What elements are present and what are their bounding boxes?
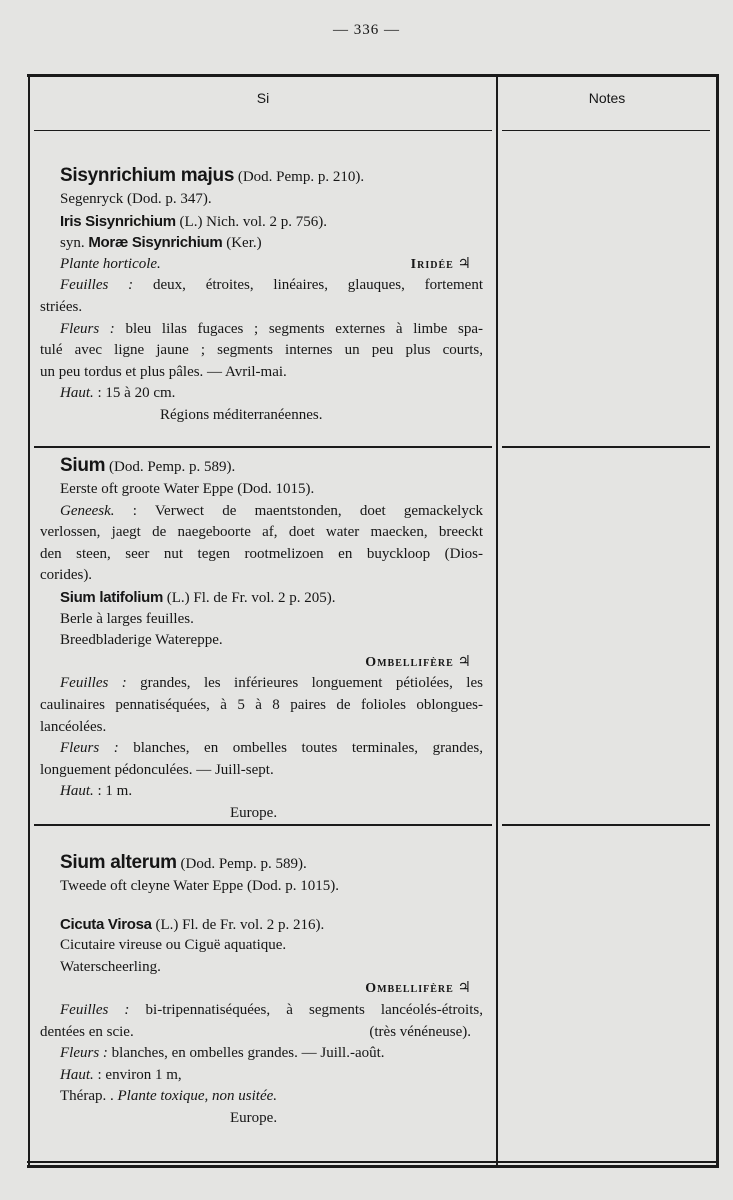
text-span: Eerste oft groote Water Eppe (Dod. 1015).: [60, 481, 315, 497]
text-span: Régions méditerranéennes.: [160, 406, 323, 423]
text-line: [40, 565, 483, 587]
text-span: Cicutaire vireuse ou Ciguë aquatique.: [60, 937, 287, 954]
page-number: — 336 —: [333, 22, 400, 38]
text-line: [40, 1043, 483, 1065]
text-line: [40, 211, 483, 233]
species-name: Sisynrichium majus: [60, 165, 235, 186]
text-line: [40, 479, 483, 501]
italic-label: Feuilles :: [60, 1001, 130, 1018]
italic-label: Feuilles :: [60, 277, 134, 294]
column-divider: [496, 76, 498, 1166]
text-span: un peu tordus et plus pâles. — Avril-mai.: [40, 363, 287, 380]
italic-label: Geneesk.: [60, 502, 115, 519]
header-rule-right: [502, 130, 710, 131]
text-span: Breedbladerige Watereppe.: [60, 632, 223, 649]
text-span: Tweede oft cleyne Water Eppe (Dod. p. 1015).: [60, 878, 340, 894]
text-span: Waterscheerling.: [60, 958, 161, 975]
text-line: [40, 760, 483, 782]
text-span: : environ 1 m,: [93, 1066, 182, 1083]
perennial-symbol-icon: ♃: [453, 980, 471, 997]
synonym-name: Sium latifolium: [60, 588, 164, 606]
species-name: Sium: [60, 455, 106, 476]
perennial-symbol-icon: ♃: [453, 255, 471, 272]
text-line: [40, 189, 483, 211]
text-span: grandes, les inférieures longuement pétiolées, les: [126, 675, 483, 692]
text-span: (Dod. Pemp. p. 589).: [105, 459, 236, 475]
text-line: [40, 319, 483, 341]
text-line: [40, 232, 483, 254]
entry-sisynrichium-majus: [40, 163, 483, 427]
text-line: [40, 652, 483, 674]
text-line: [40, 254, 483, 276]
entry-sium-alterum: [40, 850, 483, 1130]
text-span: Europe.: [230, 1109, 278, 1126]
text-span: (Ker.): [222, 235, 262, 252]
text-span: caulinaires pennatiséquées, à 5 à 8 paires de folioles oblongues-: [40, 696, 483, 713]
text-line: [40, 405, 483, 427]
text-span: lancéolées.: [40, 718, 107, 735]
italic-label: Feuilles :: [60, 675, 127, 692]
left-border: [28, 76, 30, 1166]
text-span: Ombellifère: [365, 981, 454, 997]
text-line: [40, 1022, 483, 1044]
family-label: [411, 254, 471, 276]
text-line: [40, 673, 483, 695]
right-border: [716, 76, 719, 1166]
text-line: [40, 717, 483, 739]
synonym-name: Iris Sisynrichium: [60, 212, 176, 230]
text-line: [40, 957, 483, 979]
text-span: : 1 m.: [93, 783, 133, 800]
text-line: [40, 522, 483, 544]
italic-label: Haut.: [60, 783, 94, 800]
column-header-notes: Notes: [588, 90, 626, 106]
synonym-name: Moræ Sisynrichium: [88, 234, 223, 252]
family-label: [365, 978, 471, 1000]
text-line: [40, 695, 483, 717]
notes-divider: [502, 446, 710, 448]
text-line: [40, 935, 483, 957]
entry-title-line: [40, 850, 483, 876]
text-span: (Dod. Pemp. p. 210).: [234, 169, 365, 185]
bottom-rule: [27, 1165, 719, 1168]
text-span: Segenryck (Dod. p. 347).: [60, 191, 212, 207]
entry-title-line: [40, 453, 483, 479]
text-line: [40, 501, 483, 523]
text-span: : Verwect de maentstonden, doet gemackelyck: [114, 502, 483, 519]
text-span: (L.) Fl. de Fr. vol. 2 p. 216).: [151, 916, 325, 933]
italic-label: Fleurs :: [60, 320, 115, 337]
text-span: (L.) Nich. vol. 2 p. 756).: [175, 213, 328, 230]
species-name: Sium alterum: [60, 852, 177, 873]
text-span: tulé avec ligne jaune ; segments internes un peu plus courts,: [40, 342, 483, 359]
text-line: [40, 297, 483, 319]
text-span: (Dod. Pemp. p. 589).: [176, 856, 307, 872]
text-span: (très vénéneuse).: [369, 1023, 471, 1040]
text-line: [40, 340, 483, 362]
text-span: blanches, en ombelles toutes terminales, grandes,: [118, 740, 483, 757]
italic-label: Plante toxique, non usitée.: [117, 1088, 278, 1105]
text-line: [40, 914, 483, 936]
text-line: [40, 738, 483, 760]
text-line: [40, 781, 483, 803]
text-line: [40, 1000, 483, 1022]
text-span: verlossen, jaegt de naegeboorte af, doet water maecken, breeckt: [40, 524, 483, 541]
text-span: deux, étroites, linéaires, glauques, fortement: [133, 277, 483, 294]
text-line: [40, 978, 483, 1000]
text-span: bleu lilas fugaces ; segments externes à limbe spa-: [114, 320, 483, 337]
entry-sium: [40, 453, 483, 825]
text-span: Ombellifère: [365, 654, 454, 670]
family-label: [365, 652, 471, 674]
text-line: [40, 630, 483, 652]
text-line: [40, 1108, 483, 1130]
text-line: [40, 587, 483, 609]
text-span: Thérap. .: [60, 1088, 118, 1105]
text-span: (L.) Fl. de Fr. vol. 2 p. 205).: [163, 589, 336, 606]
text-span: bi-tripennatiséquées, à segments lancéolés-étroits,: [129, 1001, 483, 1018]
family-label: [369, 1022, 471, 1044]
text-span: blanches, en ombelles grandes. — Juill.-août.: [107, 1045, 385, 1062]
text-line: [40, 876, 483, 898]
text-line: [40, 544, 483, 566]
italic-label: Plante horticole.: [60, 255, 161, 272]
text-line: [40, 609, 483, 631]
text-line: [40, 803, 483, 825]
text-line: [40, 383, 483, 405]
notes-divider: [502, 824, 710, 826]
text-span: : 15 à 20 cm.: [93, 385, 176, 402]
perennial-symbol-icon: ♃: [453, 653, 471, 670]
text-span: Iridée: [410, 256, 454, 272]
header-rule-left: [34, 130, 492, 131]
section-divider: [34, 446, 492, 448]
text-span: dentées en scie.: [40, 1023, 134, 1040]
italic-label: Haut.: [60, 1066, 94, 1083]
text-span: corides).: [40, 567, 93, 584]
text-line: [40, 275, 483, 297]
text-span: den steen, seer nut tegen rootmelizoen en buyckloop (Dios-: [40, 545, 483, 562]
synonym-name: Cicuta Virosa: [60, 915, 152, 933]
italic-label: Fleurs :: [60, 740, 119, 757]
entry-title-line: [40, 163, 483, 189]
text-span: syn.: [60, 235, 89, 252]
column-header-species: Si: [256, 90, 270, 106]
top-rule: [27, 74, 719, 77]
text-span: longuement pédonculées. — Juill-sept.: [40, 761, 274, 778]
text-span: Berle à larges feuilles.: [60, 610, 194, 627]
italic-label: Fleurs :: [60, 1045, 108, 1062]
text-span: Europe.: [230, 804, 278, 821]
text-line: [40, 362, 483, 384]
text-line: [40, 1065, 483, 1087]
bottom-rule: [27, 1161, 719, 1163]
text-line: [40, 1086, 483, 1108]
italic-label: Haut.: [60, 385, 94, 402]
text-span: striées.: [40, 298, 83, 315]
